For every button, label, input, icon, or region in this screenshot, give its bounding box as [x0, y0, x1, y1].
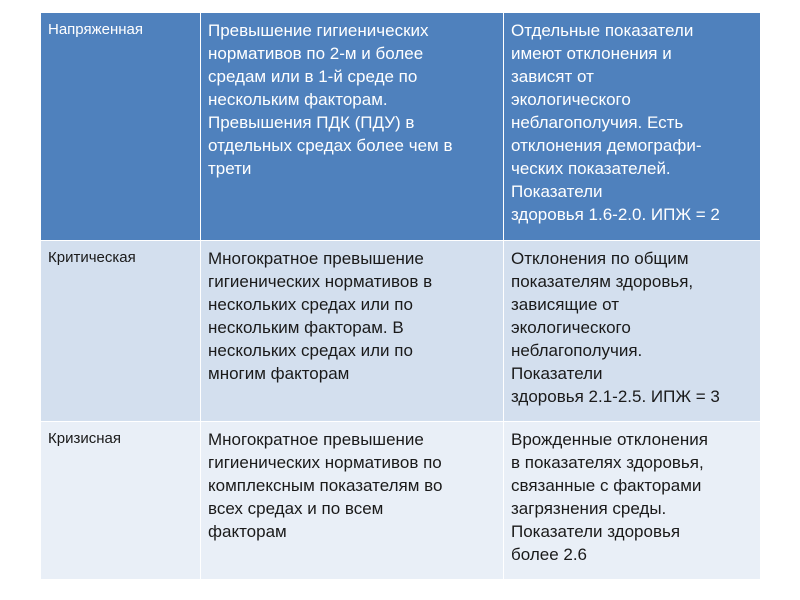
health-indicators-text: Отдельные показатели имеют отклонения и зависят от экологического неблагополучия. Есть отклонения демографи- ческих показателей. Показатели здоровья 1.6-2.0. ИПЖ = 2 [511, 21, 720, 224]
hygiene-criteria-cell [201, 241, 504, 422]
category-cell [41, 422, 201, 580]
category-label: Критическая [48, 249, 136, 266]
ecological-situation-table [40, 12, 761, 580]
health-indicators-cell [504, 422, 761, 580]
hygiene-criteria-cell [201, 13, 504, 241]
category-cell [41, 13, 201, 241]
category-label: Напряженная [48, 21, 144, 38]
hygiene-criteria-cell [201, 422, 504, 580]
table-row [41, 13, 761, 241]
hygiene-criteria-text: Превышение гигиенических нормативов по 2-м и более средам или в 1-й среде по нескольким факторам. Превышения ПДК (ПДУ) в отдельных средах более чем в трети [208, 21, 453, 178]
category-cell [41, 241, 201, 422]
hygiene-criteria-text: Многократное превышение гигиенических нормативов по комплексным показателям во всех средах и по всем факторам [208, 430, 443, 541]
health-indicators-text: Врожденные отклонения в показателях здоровья, связанные с факторами загрязнения среды. Показатели здоровья более 2.6 [511, 430, 708, 564]
health-indicators-text: Отклонения по общим показателям здоровья, зависящие от экологического неблагополучия. Показатели здоровья 2.1-2.5. ИПЖ = 3 [511, 249, 720, 406]
hygiene-criteria-text: Многократное превышение гигиенических нормативов в нескольких средах или по нескольким факторам. В нескольких средах или по многим факторам [208, 249, 433, 383]
table-row [41, 422, 761, 580]
category-label: Кризисная [48, 430, 121, 447]
health-indicators-cell [504, 241, 761, 422]
health-indicators-cell [504, 13, 761, 241]
table-row [41, 241, 761, 422]
